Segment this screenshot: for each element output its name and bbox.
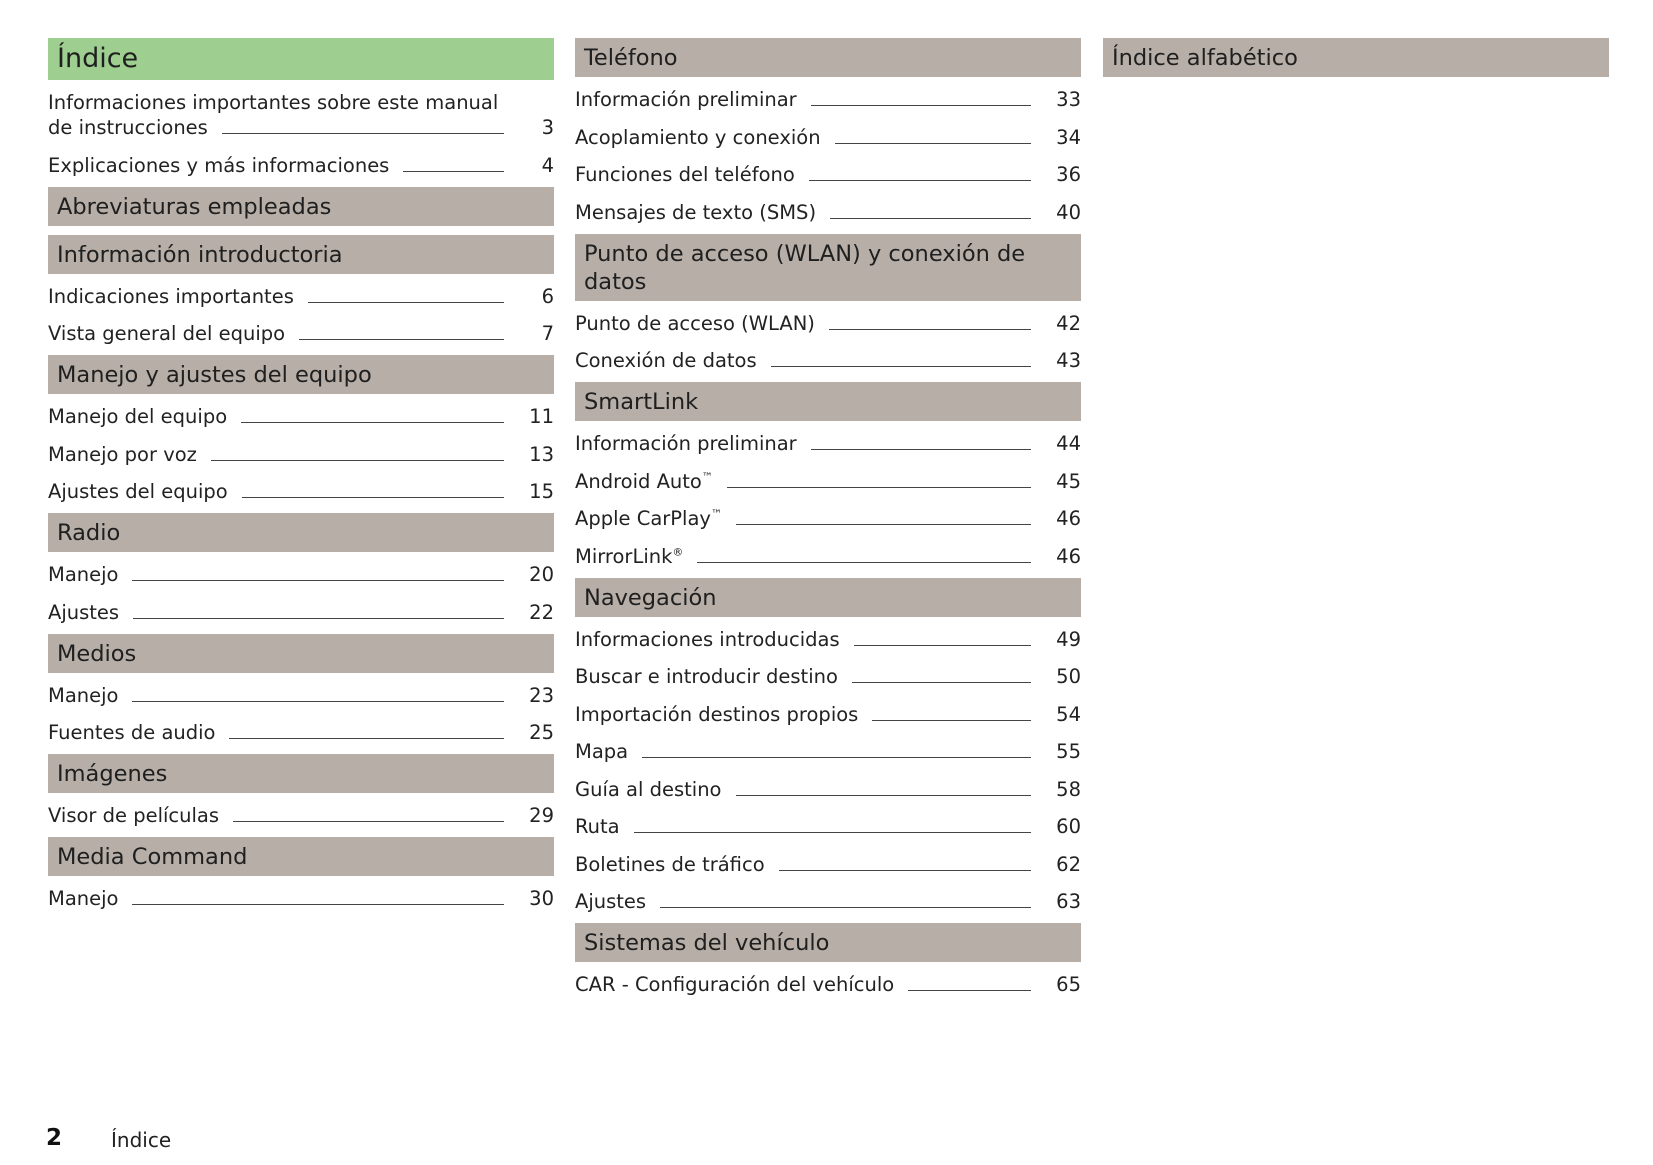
entry-list xyxy=(48,683,554,746)
entry-page-number: 49 xyxy=(1056,627,1081,651)
toc-entry-apple-carplay[interactable] xyxy=(575,506,1081,531)
entry-list xyxy=(48,803,554,828)
toc-entry-funciones-del-telefono[interactable] xyxy=(575,162,1081,187)
entry-label: Ajustes xyxy=(48,600,120,624)
entry-list xyxy=(48,886,554,911)
entry-page-number: 4 xyxy=(541,153,554,177)
footer-title: Índice xyxy=(111,1128,172,1152)
entry-list xyxy=(48,284,554,347)
entry-list xyxy=(575,431,1081,569)
toc-entry-informaciones-importantes[interactable] xyxy=(48,90,554,140)
entry-label: Manejo xyxy=(48,563,119,586)
entry-label: Indicaciones importantes xyxy=(48,284,294,308)
dot-leader xyxy=(132,580,504,581)
section-header[interactable]: Abreviaturas empleadas xyxy=(48,187,554,226)
section-telefono xyxy=(575,38,1081,225)
entry-list xyxy=(575,311,1081,374)
dot-leader xyxy=(811,449,1031,450)
entry-list xyxy=(575,87,1081,225)
toc-entry-importacion-destinos-propios[interactable] xyxy=(575,702,1081,727)
entry-label: MirrorLink® xyxy=(575,544,684,568)
section-media-command xyxy=(48,837,554,911)
toc-entry-informaciones-introducidas[interactable] xyxy=(575,627,1081,652)
page-number: 2 xyxy=(46,1125,63,1151)
dot-leader xyxy=(308,302,504,303)
dot-leader xyxy=(736,524,1031,525)
dot-leader xyxy=(835,143,1031,144)
toc-entry-visor-de-peliculas[interactable] xyxy=(48,803,554,828)
toc-entry-informacion-preliminar[interactable] xyxy=(575,87,1081,112)
entry-label: Android Auto™ xyxy=(575,469,713,493)
trademark-mark: ® xyxy=(672,545,684,558)
entry-page-number: 54 xyxy=(1056,702,1081,726)
dot-leader xyxy=(854,645,1031,646)
toc-entry-fuentes-de-audio[interactable] xyxy=(48,720,554,745)
toc-entry-vista-general-del-equipo[interactable] xyxy=(48,321,554,346)
entry-label: Punto de acceso (WLAN) xyxy=(575,311,815,335)
entry-label: Visor de películas xyxy=(48,804,220,827)
entry-label: Boletines de tráfico xyxy=(575,852,765,876)
entry-label: Fuentes de audio xyxy=(48,721,216,744)
toc-entry-car-configuracion-del-vehiculo[interactable] xyxy=(575,972,1081,997)
entry-label: Manejo xyxy=(48,887,119,910)
section-manejo-y-ajustes-del-equipo xyxy=(48,355,554,504)
section-smartlink xyxy=(575,382,1081,569)
trademark-mark: ™ xyxy=(701,470,713,483)
section-header[interactable]: Punto de acceso (WLAN) y conexión de datos xyxy=(575,234,1081,301)
toc-entry-mensajes-de-texto-sms[interactable] xyxy=(575,200,1081,225)
entry-list xyxy=(48,404,554,504)
entry-label: Mapa xyxy=(575,740,629,763)
entry-label: Manejo por voz xyxy=(48,442,197,466)
dot-leader xyxy=(872,720,1031,721)
dot-leader xyxy=(403,171,504,172)
toc-entry-boletines-de-trafico[interactable] xyxy=(575,852,1081,877)
entry-list xyxy=(575,972,1081,997)
section-indice-alfabetico xyxy=(1103,38,1609,77)
entry-page-number: 55 xyxy=(1056,740,1081,763)
dot-leader xyxy=(233,821,504,822)
entry-label: Conexión de datos xyxy=(575,349,757,372)
dot-leader xyxy=(634,832,1031,833)
dot-leader xyxy=(299,339,504,340)
entry-page-number: 6 xyxy=(541,284,554,308)
section-radio xyxy=(48,513,554,625)
toc-entry-ajustes[interactable] xyxy=(48,600,554,625)
toc-entry-mirrorlink[interactable] xyxy=(575,544,1081,569)
section-abreviaturas-empleadas xyxy=(48,187,554,226)
section-header[interactable]: Sistemas del vehículo xyxy=(575,923,1081,962)
section-header[interactable]: Medios xyxy=(48,634,554,673)
entry-page-number: 65 xyxy=(1056,973,1081,996)
trademark-mark: ™ xyxy=(710,507,722,521)
entry-label: CAR - Configuración del vehículo xyxy=(575,973,895,996)
section-imagenes xyxy=(48,754,554,828)
column-left xyxy=(48,38,554,920)
entry-page-number: 43 xyxy=(1056,349,1081,372)
dot-leader xyxy=(908,990,1031,991)
entry-page-number: 3 xyxy=(541,116,554,139)
entry-label: Importación destinos propios xyxy=(575,702,859,726)
entry-label: Información preliminar xyxy=(575,432,797,455)
entry-page-number: 30 xyxy=(529,887,554,910)
dot-leader xyxy=(211,460,504,461)
entry-page-number: 44 xyxy=(1056,432,1081,455)
entry-label: Información preliminar xyxy=(575,88,797,111)
dot-leader xyxy=(830,218,1031,219)
section-header[interactable]: Radio xyxy=(48,513,554,552)
entry-label: Mensajes de texto (SMS) xyxy=(575,200,817,224)
toc-entry-manejo[interactable] xyxy=(48,683,554,708)
entry-page-number: 42 xyxy=(1056,311,1081,335)
entry-page-number: 25 xyxy=(529,721,554,744)
dot-leader xyxy=(829,329,1031,330)
dot-leader xyxy=(229,738,504,739)
entry-page-number: 45 xyxy=(1056,469,1081,493)
entry-page-number: 15 xyxy=(529,480,554,503)
entry-page-number: 34 xyxy=(1056,125,1081,149)
dot-leader xyxy=(242,497,504,498)
entry-page-number: 33 xyxy=(1056,88,1081,111)
dot-leader xyxy=(811,105,1031,106)
entry-page-number: 23 xyxy=(529,683,554,707)
section-header[interactable]: Navegación xyxy=(575,578,1081,617)
entry-label: Explicaciones y más informaciones xyxy=(48,153,390,177)
toc-title: Índice xyxy=(48,38,554,80)
entry-label: Buscar e introducir destino xyxy=(575,665,838,688)
dot-leader xyxy=(697,562,1031,563)
entry-label-line1: Informaciones importantes sobre este manual xyxy=(48,91,499,114)
dot-leader xyxy=(133,618,504,619)
dot-leader xyxy=(809,180,1031,181)
entry-list xyxy=(575,627,1081,915)
entry-label: Acoplamiento y conexión xyxy=(575,125,821,149)
column-middle xyxy=(575,38,1081,1006)
toc-entry-android-auto[interactable] xyxy=(575,469,1081,494)
entry-page-number: 29 xyxy=(529,804,554,827)
dot-leader xyxy=(642,757,1031,758)
entry-label: Guía al destino xyxy=(575,777,722,801)
section-sistemas-del-vehiculo xyxy=(575,923,1081,997)
entry-page-number: 40 xyxy=(1056,200,1081,224)
toc-entry-punto-de-acceso-wlan[interactable] xyxy=(575,311,1081,336)
entry-page-number: 58 xyxy=(1056,777,1081,801)
column-right xyxy=(1103,38,1609,86)
section-header[interactable]: Índice alfabético xyxy=(1103,38,1609,77)
entry-page-number: 11 xyxy=(529,405,554,428)
toc-entry-guia-al-destino[interactable] xyxy=(575,777,1081,802)
dot-leader xyxy=(132,904,504,905)
entry-page-number: 20 xyxy=(529,563,554,586)
entry-label-line2: de instrucciones xyxy=(48,116,208,139)
left-sections xyxy=(48,187,554,912)
entry-label: Apple CarPlay™ xyxy=(575,507,722,530)
section-header[interactable]: Teléfono xyxy=(575,38,1081,77)
toc-entry-ajustes[interactable] xyxy=(575,889,1081,914)
section-punto-de-acceso-wlan-y-conexion-de-datos xyxy=(575,234,1081,374)
entry-page-number: 46 xyxy=(1056,507,1081,530)
dot-leader xyxy=(779,870,1031,871)
toc-entry-manejo[interactable] xyxy=(48,562,554,587)
dot-leader xyxy=(736,795,1032,796)
entry-page-number: 63 xyxy=(1056,890,1081,913)
section-medios xyxy=(48,634,554,746)
entry-page-number: 62 xyxy=(1056,852,1081,876)
section-header[interactable]: Imágenes xyxy=(48,754,554,793)
toc-entry-indicaciones-importantes[interactable] xyxy=(48,284,554,309)
section-header[interactable]: SmartLink xyxy=(575,382,1081,421)
section-header[interactable]: Información introductoria xyxy=(48,235,554,274)
dot-leader xyxy=(241,422,504,423)
dot-leader xyxy=(852,682,1031,683)
section-navegacion xyxy=(575,578,1081,915)
entry-label: Ajustes del equipo xyxy=(48,480,228,503)
entry-page-number: 46 xyxy=(1056,544,1081,568)
toc-entry-conexion-de-datos[interactable] xyxy=(575,348,1081,373)
toc-entry-mapa[interactable] xyxy=(575,739,1081,764)
entry-page-number: 22 xyxy=(529,600,554,624)
toc-entry-acoplamiento-y-conexion[interactable] xyxy=(575,125,1081,150)
entry-page-number: 36 xyxy=(1056,163,1081,186)
toc-entry-manejo-del-equipo[interactable] xyxy=(48,404,554,429)
entry-label: Ajustes xyxy=(575,890,647,913)
dot-leader xyxy=(222,133,504,134)
toc-entry-explicaciones-y-mas-informaciones[interactable] xyxy=(48,153,554,178)
entry-label: Funciones del teléfono xyxy=(575,163,795,186)
entry-list xyxy=(48,562,554,625)
entry-page-number: 60 xyxy=(1056,815,1081,838)
section-header[interactable]: Manejo y ajustes del equipo xyxy=(48,355,554,394)
entry-page-number: 13 xyxy=(529,442,554,466)
toc-entry-manejo-por-voz[interactable] xyxy=(48,442,554,467)
entry-label: Manejo xyxy=(48,683,119,707)
toc-entry-informacion-preliminar[interactable] xyxy=(575,431,1081,456)
entry-label: Vista general del equipo xyxy=(48,322,286,345)
section-header[interactable]: Media Command xyxy=(48,837,554,876)
toc-entry-ajustes-del-equipo[interactable] xyxy=(48,479,554,504)
section-informacion-introductoria xyxy=(48,235,554,347)
entry-page-number: 7 xyxy=(541,322,554,345)
dot-leader xyxy=(771,366,1031,367)
entry-label: Manejo del equipo xyxy=(48,405,228,428)
toc-entry-manejo[interactable] xyxy=(48,886,554,911)
dot-leader xyxy=(727,487,1031,488)
entry-label: Ruta xyxy=(575,815,620,838)
toc-entry-ruta[interactable] xyxy=(575,814,1081,839)
intro-section xyxy=(48,90,554,178)
dot-leader xyxy=(660,907,1031,908)
dot-leader xyxy=(132,701,504,702)
entry-page-number: 50 xyxy=(1056,665,1081,688)
toc-entry-buscar-e-introducir-destino[interactable] xyxy=(575,664,1081,689)
entry-label: Informaciones introducidas xyxy=(575,627,840,651)
